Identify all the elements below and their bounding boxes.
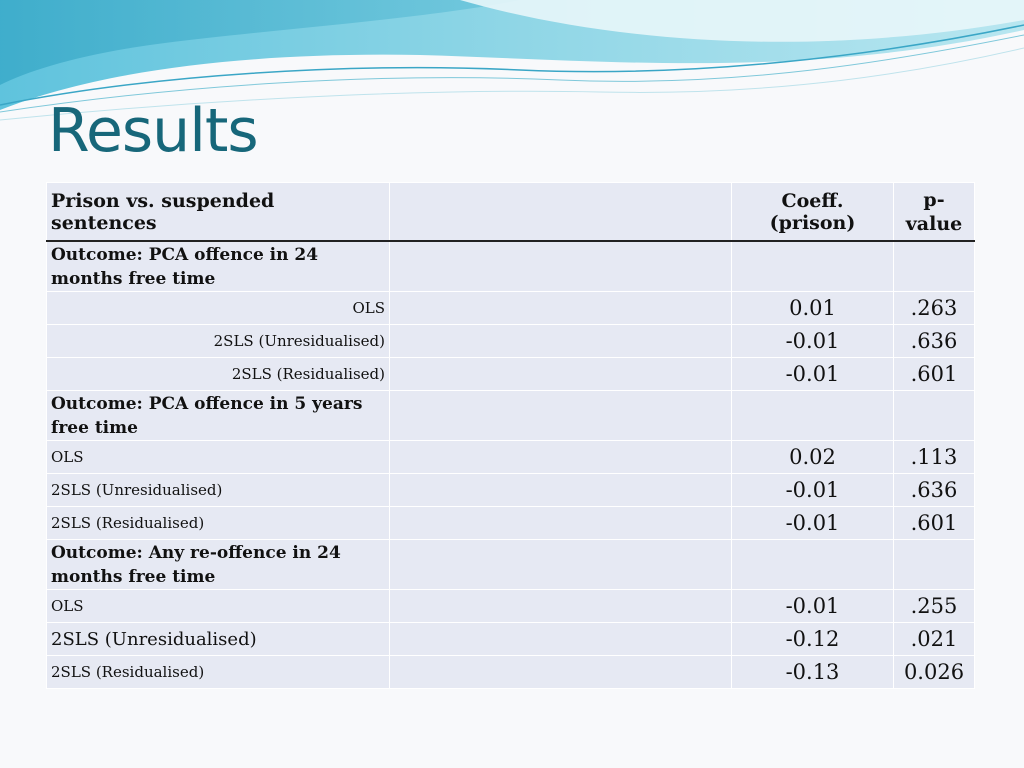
method-label: OLS xyxy=(47,441,390,474)
table-header-row xyxy=(47,183,975,242)
table-row xyxy=(47,507,975,540)
table-row xyxy=(47,590,975,623)
coef-value: -0.01 xyxy=(732,358,894,391)
table-row xyxy=(47,358,975,391)
p-value: .601 xyxy=(894,507,975,540)
method-label: 2SLS (Residualised) xyxy=(47,507,390,540)
table-row xyxy=(47,292,975,325)
coef-value: -0.12 xyxy=(732,623,894,656)
coef-value: -0.01 xyxy=(732,474,894,507)
header-empty xyxy=(390,183,732,242)
method-label: 2SLS (Unresidualised) xyxy=(47,623,390,656)
p-value: 0.026 xyxy=(894,656,975,689)
table-row xyxy=(47,623,975,656)
coef-value: -0.13 xyxy=(732,656,894,689)
p-value: .601 xyxy=(894,358,975,391)
header-label: Prison vs. suspended sentences xyxy=(47,183,390,242)
table-row xyxy=(47,325,975,358)
method-label: 2SLS (Residualised) xyxy=(47,656,390,689)
p-value: .021 xyxy=(894,623,975,656)
coef-value: -0.01 xyxy=(732,325,894,358)
p-value: .636 xyxy=(894,474,975,507)
outcome-label: Outcome: PCA offence in 24 months free time xyxy=(47,241,390,292)
header-coef: Coeff. (prison) xyxy=(732,183,894,242)
table-row xyxy=(47,441,975,474)
coef-value: -0.01 xyxy=(732,507,894,540)
coef-value: 0.01 xyxy=(732,292,894,325)
outcome-row xyxy=(47,540,975,590)
table-row xyxy=(47,474,975,507)
table-row xyxy=(47,656,975,689)
coef-value: 0.02 xyxy=(732,441,894,474)
outcome-row xyxy=(47,241,975,292)
outcome-label: Outcome: Any re-offence in 24 months free time xyxy=(47,540,390,590)
p-value: .255 xyxy=(894,590,975,623)
p-value: .636 xyxy=(894,325,975,358)
method-label: 2SLS (Unresidualised) xyxy=(47,325,390,358)
header-pvalue: p- value xyxy=(894,183,975,242)
results-table xyxy=(46,182,975,689)
method-label: OLS xyxy=(47,590,390,623)
slide-title: Results xyxy=(48,96,258,166)
coef-value: -0.01 xyxy=(732,590,894,623)
p-value: .263 xyxy=(894,292,975,325)
method-label: OLS xyxy=(47,292,390,325)
method-label: 2SLS (Residualised) xyxy=(47,358,390,391)
p-value: .113 xyxy=(894,441,975,474)
method-label: 2SLS (Unresidualised) xyxy=(47,474,390,507)
outcome-row xyxy=(47,391,975,441)
outcome-label: Outcome: PCA offence in 5 years free time xyxy=(47,391,390,441)
